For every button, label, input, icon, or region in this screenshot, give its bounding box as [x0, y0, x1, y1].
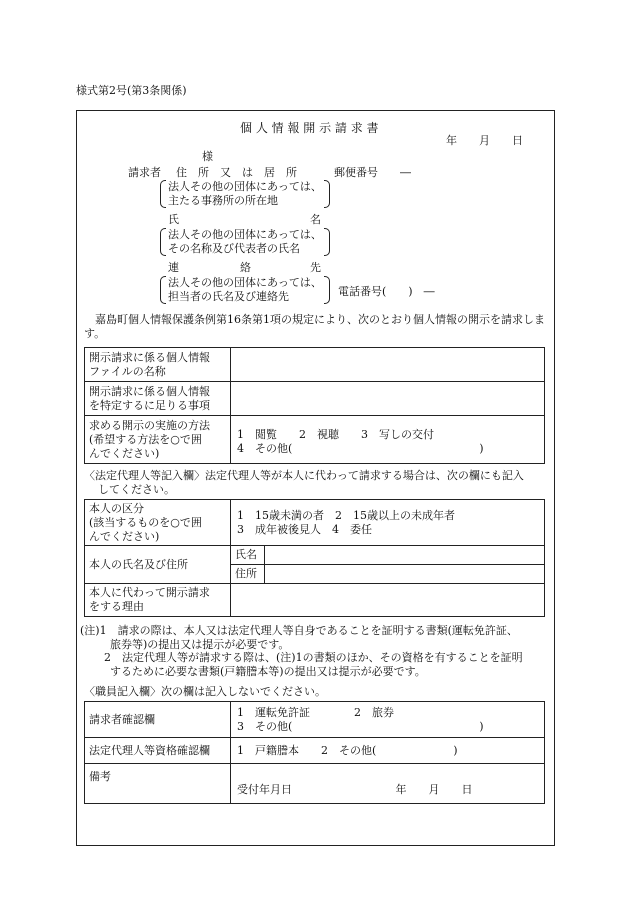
- form-title: 個 人 情 報 開 示 請 求 書: [240, 121, 379, 135]
- staff-table: [84, 701, 545, 804]
- category-label-line3: んでください): [89, 529, 160, 543]
- principal-label: 本人の氏名及び住所: [85, 546, 231, 584]
- corp-contact-note-line2: 担当者の氏名及び連絡先: [168, 290, 289, 303]
- requester-check-line1[interactable]: 1 運転免許証 2 旅券: [237, 705, 394, 719]
- name-label-right: 名: [310, 213, 321, 226]
- intro-paragraph: 嘉島町個人情報保護条例第16条第1項の規定により、次のとおり個人情報の開示を請求します。: [84, 313, 545, 340]
- corp-contact-note-line1: 法人その他の団体にあっては、: [168, 276, 322, 289]
- specify-label: [85, 382, 231, 416]
- reason-label-line1: 本人に代わって開示請求: [89, 586, 210, 599]
- category-label-line2: (該当するものを○で囲: [89, 515, 202, 529]
- corp-name-note-line1: 法人その他の団体にあっては、: [168, 228, 322, 241]
- agent-check-label: 法定代理人等資格確認欄: [85, 738, 231, 764]
- postal-code-field[interactable]: 郵便番号 ―: [334, 166, 411, 179]
- name-label-left: 氏: [168, 213, 179, 226]
- corp-address-note-line1: 法人その他の団体にあっては、: [168, 180, 322, 193]
- corp-contact-note: [160, 276, 330, 304]
- address-label: 住 所 又 は 居 所: [176, 166, 297, 179]
- principal-address-field[interactable]: [265, 565, 545, 584]
- contact-label-left: 連: [168, 261, 179, 274]
- category-label: [85, 500, 231, 546]
- received-date-value[interactable]: 年 月 日: [395, 783, 473, 796]
- note-1-line1: (注)1 請求の際は、本人又は法定代理人等自身であることを証明する書類(運転免許証、: [80, 624, 518, 637]
- principal-name-field[interactable]: [265, 546, 545, 565]
- method-options[interactable]: [231, 416, 545, 464]
- corp-name-note-line2: その名称及び代表者の氏名: [168, 242, 300, 255]
- remarks-label: 備考: [85, 764, 231, 804]
- note-2-line1: 2 法定代理人等が請求する際は、(注)1の書類のほか、その資格を有することを証明: [104, 651, 523, 664]
- requester-label: 請求者: [128, 166, 161, 179]
- file-name-label-line1: 開示請求に係る個人情報: [89, 350, 210, 364]
- reason-field[interactable]: [231, 584, 545, 617]
- category-options-line1[interactable]: 1 15歳未満の者 2 15歳以上の未成年者: [237, 508, 455, 522]
- requester-check-label: 請求者確認欄: [85, 702, 231, 738]
- remarks-field[interactable]: [231, 764, 545, 804]
- note-2-line2: するために必要な書類(戸籍謄本等)の提出又は提示が必要です。: [110, 665, 426, 678]
- contact-label-right: 先: [310, 261, 321, 274]
- method-options-line2[interactable]: 4 その他( ): [237, 442, 484, 455]
- method-label-line2: (希望する方法を○で囲: [89, 432, 202, 446]
- file-name-label: [85, 348, 231, 382]
- specify-field[interactable]: [231, 382, 545, 416]
- addressee-suffix[interactable]: 様: [202, 150, 213, 163]
- reason-label: [85, 584, 231, 617]
- corp-name-note: [160, 228, 330, 256]
- specify-label-line1: 開示請求に係る個人情報: [89, 384, 210, 398]
- phone-number-field[interactable]: 電話番号( ) ―: [338, 285, 435, 298]
- category-options[interactable]: [231, 500, 545, 546]
- received-date-label: 受付年月日: [237, 783, 292, 796]
- category-options-line2[interactable]: 3 成年被後見人 4 委任: [237, 522, 372, 536]
- principal-name-label: 氏名: [231, 546, 265, 565]
- reason-label-line2: をする理由: [89, 600, 144, 613]
- request-table: [84, 347, 545, 464]
- corp-address-note-line2: 主たる事務所の所在地: [168, 194, 278, 207]
- note-1-line2: 旅券等)の提出又は提示が必要です。: [110, 638, 290, 651]
- principal-address-label: 住所: [231, 565, 265, 584]
- form-number: 様式第2号(第3条関係): [76, 84, 187, 97]
- contact-label-mid: 絡: [240, 261, 251, 274]
- file-name-label-line2: ファイルの名称: [89, 364, 166, 378]
- date-line[interactable]: 年 月 日: [446, 134, 523, 147]
- requester-check-options[interactable]: [231, 702, 545, 738]
- agent-section-heading-line2: してください。: [98, 483, 175, 496]
- specify-label-line2: を特定するに足りる事項: [89, 398, 210, 412]
- category-label-line1: 本人の区分: [89, 501, 144, 515]
- agent-section-heading-line1: 〈法定代理人等記入欄〉法定代理人等が本人に代わって請求する場合は、次の欄にも記入: [84, 469, 524, 482]
- agent-table: [84, 499, 545, 617]
- requester-check-line2[interactable]: 3 その他( ): [237, 719, 484, 733]
- method-label-line1: 求める開示の実施の方法: [89, 418, 210, 432]
- method-label: [85, 416, 231, 464]
- file-name-field[interactable]: [231, 348, 545, 382]
- agent-check-options[interactable]: 1 戸籍謄本 2 その他( ): [231, 738, 545, 764]
- staff-section-heading: 〈職員記入欄〉次の欄は記入しないでください。: [84, 685, 326, 698]
- corp-address-note: [160, 180, 330, 208]
- method-options-line1[interactable]: 1 閲覧 2 視聴 3 写しの交付: [237, 428, 434, 441]
- method-label-line3: んでください): [89, 446, 160, 460]
